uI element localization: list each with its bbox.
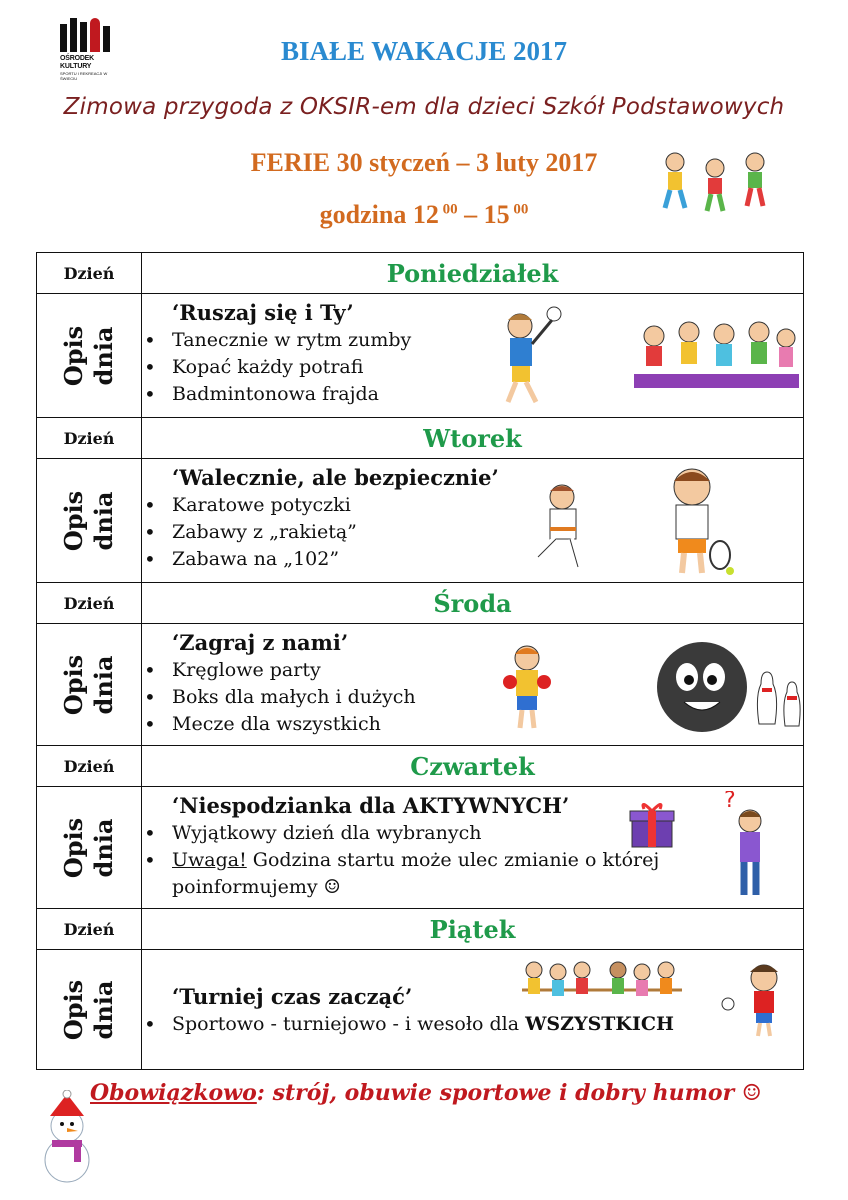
day-row: [37, 746, 804, 787]
list-item: • Mecze dla wszystkich: [172, 711, 803, 738]
list-item: • Karatowe potyczki: [172, 492, 803, 519]
thursday-title: ‘Niespodzianka dla AKTYWNYCH’: [172, 793, 570, 818]
schedule-table: [36, 252, 804, 1070]
day-row: [37, 583, 804, 624]
zumba-kids-image: [634, 316, 799, 391]
list-item: • Badmintonowa frajda: [172, 381, 803, 408]
day-name-tuesday: Wtorek: [142, 418, 804, 459]
opis-label: Opis dnia: [37, 624, 142, 746]
karate-kid-image: [532, 481, 597, 571]
footer-note: Obowiązkowo: strój, obuwie sportowe i dobry humor ☺: [90, 1080, 762, 1106]
dates-heading: FERIE 30 styczeń – 3 luty 2017: [250, 148, 598, 177]
logo-caption: OŚRODEK KULTURY: [60, 55, 94, 70]
description-row: [37, 950, 804, 1070]
description-row: [37, 459, 804, 583]
wednesday-content: [142, 624, 804, 746]
monday-content: [142, 294, 804, 418]
gift-box-image: [626, 799, 678, 851]
opis-label: Opis dnia: [37, 950, 142, 1070]
svg-text:?: ?: [724, 791, 736, 813]
tennis-boy-image: [660, 463, 735, 578]
description-row: [37, 624, 804, 746]
day-label: Dzień: [37, 583, 142, 624]
girl-with-ball-image: [720, 958, 800, 1038]
day-label: Dzień: [37, 746, 142, 787]
description-row: [37, 787, 804, 909]
day-name-monday: Poniedziałek: [142, 253, 804, 294]
list-item: • Sportowo - turniejowo - i wesoło dla WSZYSTKICH: [172, 1011, 803, 1038]
tug-of-war-image: [522, 956, 682, 1012]
thursday-content: [142, 787, 804, 909]
bowling-ball-image: [632, 632, 807, 737]
day-name-wednesday: Środa: [142, 583, 804, 624]
list-item: • Tanecznie w rytm zumby: [172, 327, 803, 354]
thinking-boy-image: [722, 791, 772, 901]
kids-illustration: [655, 148, 780, 214]
monday-title: ‘Ruszaj się i Ty’: [172, 300, 354, 325]
page-title: BIAŁE WAKACJE 2017: [280, 36, 568, 66]
day-label: Dzień: [37, 909, 142, 950]
list-item: • Boks dla małych i dużych: [172, 684, 803, 711]
day-row: [37, 909, 804, 950]
day-row: [37, 253, 804, 294]
day-row: [37, 418, 804, 459]
wednesday-title: ‘Zagraj z nami’: [172, 630, 349, 655]
tuesday-content: [142, 459, 804, 583]
friday-title: ‘Turniej czas zacząć’: [172, 984, 413, 1009]
list-item: • Zabawa na „102”: [172, 546, 803, 573]
list-item: • Kopać każdy potrafi: [172, 354, 803, 381]
page-subtitle: Zimowa przygoda z OKSIR-em dla dzieci Szkół Podstawowych: [63, 94, 785, 120]
list-item: • Wyjątkowy dzień dla wybranych: [172, 820, 803, 847]
day-name-thursday: Czwartek: [142, 746, 804, 787]
opis-label: Opis dnia: [37, 294, 142, 418]
description-row: [37, 294, 804, 418]
boxing-kid-image: [502, 642, 552, 732]
badminton-kid-image: [492, 304, 562, 409]
opis-label: Opis dnia: [37, 459, 142, 583]
day-label: Dzień: [37, 253, 142, 294]
friday-content: [142, 950, 804, 1070]
hours-heading: godzina 12 $^{00}$ – 15 $^{00}$: [319, 200, 529, 229]
day-label: Dzień: [37, 418, 142, 459]
day-name-friday: Piątek: [142, 909, 804, 950]
opis-label: Opis dnia: [37, 787, 142, 909]
list-item: • Kręglowe party: [172, 657, 803, 684]
logo-subcaption: SPORTU I REKREACJI W ŚWIECIU: [60, 71, 108, 81]
list-item: • Uwaga! Godzina startu może ulec zmianie o której poinformujemy ☺: [172, 847, 692, 901]
list-item: • Zabawy z „rakietą”: [172, 519, 803, 546]
tuesday-title: ‘Walecznie, ale bezpiecznie’: [172, 465, 499, 490]
